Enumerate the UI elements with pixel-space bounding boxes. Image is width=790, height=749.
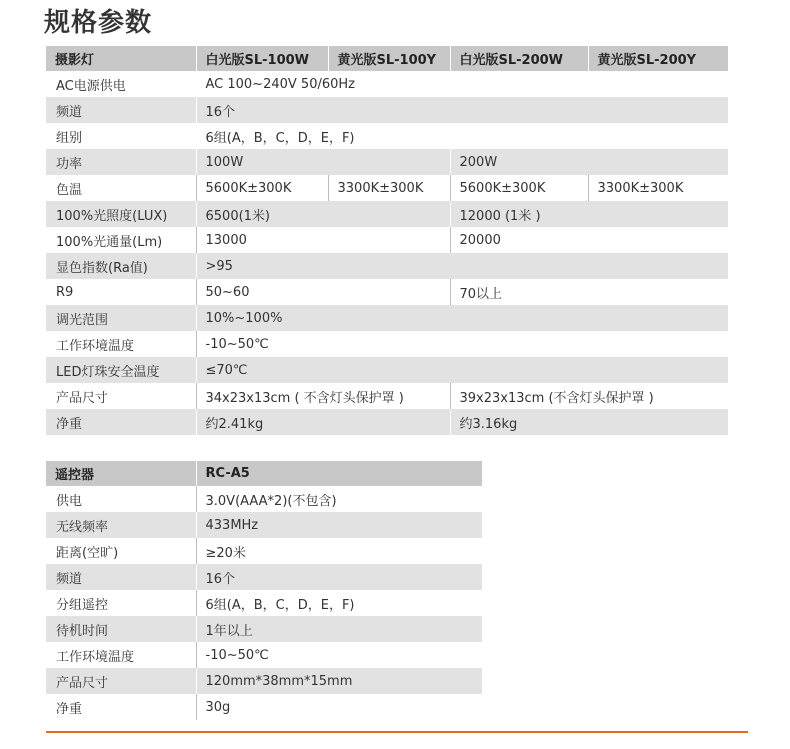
row-value-100: 50~60 xyxy=(196,279,450,305)
row-label: 色温 xyxy=(56,182,83,198)
row-value-200: 70以上 xyxy=(450,279,728,305)
table-row xyxy=(46,357,728,383)
table-row xyxy=(46,616,482,642)
table-row xyxy=(46,383,728,409)
row-label: 产品尺寸 xyxy=(46,668,196,694)
row-value-200: 12000 (1米 ) xyxy=(450,201,728,227)
table-row xyxy=(46,486,482,512)
table-header-row xyxy=(46,461,482,486)
row-label: 待机时间 xyxy=(46,616,196,642)
row-label: 调光范围 xyxy=(46,305,196,331)
row-label: 净重 xyxy=(56,701,83,717)
table-row xyxy=(46,97,728,123)
row-value: ≥20米 xyxy=(196,538,482,564)
header-cell: 遥控器 xyxy=(46,461,196,486)
row-label: 产品尺寸 xyxy=(56,390,109,406)
row-label: 分组遥控 xyxy=(56,597,109,613)
row-value: -10~50℃ xyxy=(196,331,728,357)
bottom-accent-rule xyxy=(46,731,748,733)
header-cell: 黄光版SL-100Y xyxy=(328,46,450,71)
row-value-200: 20000 xyxy=(450,227,728,253)
header-cell: 白光版SL-200W xyxy=(450,46,588,71)
table-row xyxy=(46,512,482,538)
row-value: 10%~100% xyxy=(196,305,728,331)
row-value-100: 约2.41kg xyxy=(196,409,450,435)
page-title: 规格参数 xyxy=(44,8,153,38)
row-value: 5600K±300K xyxy=(450,175,588,201)
row-label: 功率 xyxy=(46,149,196,175)
table-row xyxy=(46,279,728,305)
row-value: 1年以上 xyxy=(196,616,482,642)
table-row xyxy=(46,227,728,253)
row-label: 组别 xyxy=(56,130,83,146)
row-value: 6组(A，B，C，D，E，F) xyxy=(196,590,482,616)
row-label: 显色指数(Ra值) xyxy=(46,253,196,279)
row-value: >95 xyxy=(196,253,728,279)
row-value-100: 6500(1米) xyxy=(196,201,450,227)
row-label: 距离(空旷) xyxy=(56,545,119,561)
table-row xyxy=(46,123,728,149)
row-value: 120mm*38mm*15mm xyxy=(196,668,482,694)
table-header-row xyxy=(46,46,728,71)
table-row xyxy=(46,175,728,201)
row-value-100: 100W xyxy=(196,149,450,175)
header-cell: 黄光版SL-200Y xyxy=(588,46,728,71)
table-row xyxy=(46,590,482,616)
row-value-200: 39x23x13cm (不含灯头保护罩 ) xyxy=(450,383,728,409)
header-cell: RC-A5 xyxy=(196,461,482,486)
table-row xyxy=(46,201,728,227)
row-label: LED灯珠安全温度 xyxy=(46,357,196,383)
table-row xyxy=(46,694,482,720)
row-value: ≤70℃ xyxy=(196,357,728,383)
row-value: 3300K±300K xyxy=(328,175,450,201)
row-value: 30g xyxy=(196,694,482,720)
table-row xyxy=(46,538,482,564)
row-value-200: 200W xyxy=(450,149,728,175)
row-value: 6组(A，B，C，D，E，F) xyxy=(196,123,728,149)
row-value-200: 约3.16kg xyxy=(450,409,728,435)
header-cell: 白光版SL-100W xyxy=(196,46,328,71)
row-value: 5600K±300K xyxy=(196,175,328,201)
table-row xyxy=(46,253,728,279)
row-value: 16个 xyxy=(196,97,728,123)
row-label: 供电 xyxy=(56,493,83,509)
row-label: 工作环境温度 xyxy=(56,338,135,354)
table-row xyxy=(46,331,728,357)
light-spec-table xyxy=(46,46,728,435)
row-label: 频道 xyxy=(46,97,196,123)
row-label: 100%光通量(Lm) xyxy=(56,234,163,250)
table-row xyxy=(46,642,482,668)
row-label: 净重 xyxy=(46,409,196,435)
row-value: 433MHz xyxy=(196,512,482,538)
remote-spec-table xyxy=(46,461,482,720)
row-label: AC电源供电 xyxy=(56,78,126,94)
row-value: 3300K±300K xyxy=(588,175,728,201)
row-value-100: 13000 xyxy=(196,227,450,253)
row-value-100: 34x23x13cm ( 不含灯头保护罩 ) xyxy=(196,383,450,409)
table-row xyxy=(46,409,728,435)
row-label: 频道 xyxy=(46,564,196,590)
row-label: 工作环境温度 xyxy=(56,649,135,665)
row-value: AC 100~240V 50/60Hz xyxy=(196,71,728,97)
header-cell: 摄影灯 xyxy=(46,46,196,71)
row-value: 3.0V(AAA*2)(不包含) xyxy=(196,486,482,512)
table-row xyxy=(46,305,728,331)
table-row xyxy=(46,149,728,175)
row-value: 16个 xyxy=(196,564,482,590)
table-row xyxy=(46,564,482,590)
row-label: R9 xyxy=(56,284,74,300)
table-row xyxy=(46,668,482,694)
row-label: 无线频率 xyxy=(46,512,196,538)
table-row xyxy=(46,71,728,97)
row-value: -10~50℃ xyxy=(196,642,482,668)
row-label: 100%光照度(LUX) xyxy=(46,201,196,227)
